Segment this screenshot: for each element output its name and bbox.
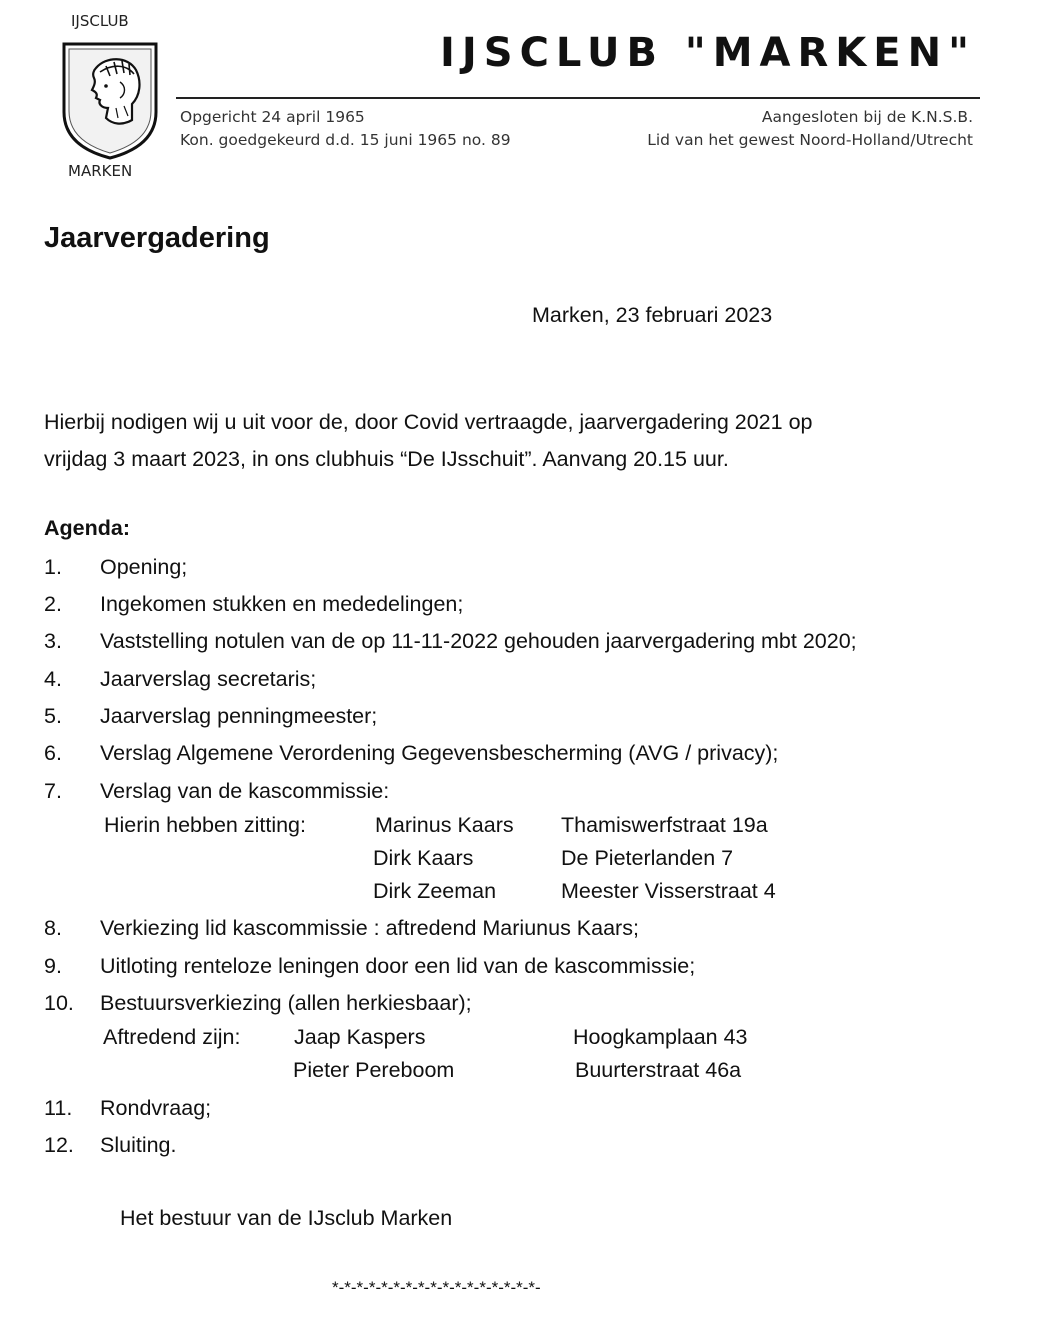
region-text: Lid van het gewest Noord-Holland/Utrecht	[647, 131, 973, 149]
agenda-item-number: 1.	[44, 555, 62, 579]
commission-label: Hierin hebben zitting:	[104, 813, 306, 837]
board-label: Aftredend zijn:	[103, 1025, 241, 1049]
agenda-item-number: 12.	[44, 1133, 74, 1157]
agenda-item: Sluiting.	[100, 1133, 177, 1157]
agenda-item-number: 11.	[44, 1096, 73, 1120]
agenda-item-number: 5.	[44, 704, 62, 728]
intro-line-2: vrijdag 3 maart 2023, in ons clubhuis “De IJsschuit”. Aanvang 20.15 uur.	[44, 447, 729, 471]
agenda-item-number: 8.	[44, 916, 62, 940]
agenda-item: Verslag van de kascommissie:	[100, 779, 390, 803]
crest-top-label: IJSCLUB	[71, 12, 129, 30]
intro-line-1: Hierbij nodigen wij u uit voor de, door Covid vertraagde, jaarvergadering 2021 op	[44, 410, 813, 434]
affiliation-text: Aangesloten bij de K.N.S.B.	[761, 108, 973, 126]
agenda-item-number: 2.	[44, 592, 62, 616]
agenda-item-number: 6.	[44, 741, 62, 765]
agenda-item: Uitloting renteloze leningen door een lid van de kascommissie;	[100, 954, 696, 978]
agenda-heading: Agenda:	[44, 516, 130, 540]
board-member-address: Buurterstraat 46a	[575, 1058, 742, 1082]
agenda-item: Bestuursverkiezing (allen herkiesbaar);	[100, 991, 472, 1015]
commission-member-address: Meester Visserstraat 4	[561, 879, 776, 903]
page-title: Jaarvergadering	[44, 222, 270, 254]
board-member-name: Pieter Pereboom	[293, 1058, 455, 1082]
agenda-item: Ingekomen stukken en mededelingen;	[100, 592, 464, 616]
agenda-item-number: 7.	[44, 779, 62, 803]
header-rule	[176, 97, 980, 99]
signature: Het bestuur van de IJsclub Marken	[120, 1206, 453, 1230]
commission-member-name: Marinus Kaars	[375, 813, 514, 837]
place-date: Marken, 23 februari 2023	[532, 303, 773, 327]
founded-text: Opgericht 24 april 1965	[180, 108, 365, 126]
commission-member-name: Dirk Kaars	[373, 846, 474, 870]
commission-member-address: De Pieterlanden 7	[561, 846, 734, 870]
board-member-address: Hoogkamplaan 43	[573, 1025, 748, 1049]
agenda-item: Vaststelling notulen van de op 11-11-2022 gehouden jaarvergadering mbt 2020;	[100, 629, 857, 653]
club-title: IJSCLUB "MARKEN"	[440, 30, 976, 76]
agenda-item: Verkiezing lid kascommissie : aftredend Mariunus Kaars;	[100, 916, 639, 940]
agenda-item: Jaarverslag penningmeester;	[100, 704, 378, 728]
agenda-item: Verslag Algemene Verordening Gegevensbescherming (AVG / privacy);	[100, 741, 779, 765]
commission-member-address: Thamiswerfstraat 19a	[561, 813, 768, 837]
agenda-item-number: 9.	[44, 954, 62, 978]
agenda-item: Jaarverslag secretaris;	[100, 667, 317, 691]
crest-logo	[62, 42, 158, 160]
commission-member-name: Dirk Zeeman	[373, 879, 497, 903]
crest-bottom-label: MARKEN	[68, 162, 133, 180]
agenda-item: Rondvraag;	[100, 1096, 212, 1120]
agenda-item-number: 3.	[44, 629, 62, 653]
approved-text: Kon. goedgekeurd d.d. 15 juni 1965 no. 89	[180, 131, 511, 149]
agenda-item-number: 10.	[44, 991, 74, 1015]
board-member-name: Jaap Kaspers	[294, 1025, 426, 1049]
agenda-item: Opening;	[100, 555, 188, 579]
agenda-item-number: 4.	[44, 667, 62, 691]
footer-separator: *-*-*-*-*-*-*-*-*-*-*-*-*-*-*-*-*-	[332, 1278, 541, 1297]
